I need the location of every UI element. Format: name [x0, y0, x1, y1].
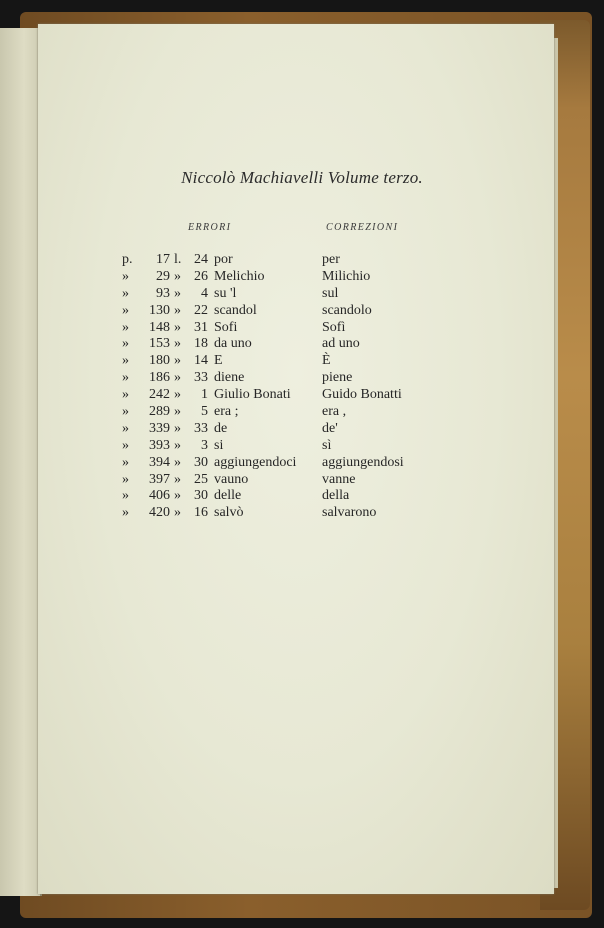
- error-text: delle: [214, 488, 242, 504]
- errata-row: [118, 286, 458, 303]
- error-text: por: [214, 252, 233, 267]
- correction-text: Milichio: [322, 268, 371, 284]
- page-number: 393: [149, 437, 170, 453]
- line-number: 24: [194, 252, 208, 267]
- errata-table: [118, 252, 458, 522]
- error-text: diene: [214, 370, 245, 386]
- errata-row: [118, 404, 458, 421]
- page-number: 339: [149, 420, 170, 436]
- correction-text: sì: [322, 437, 332, 453]
- correction-text: salvarono: [322, 505, 377, 521]
- errata-row: [118, 320, 458, 337]
- row-marker: »: [122, 387, 129, 403]
- errata-row: [118, 387, 458, 404]
- correction-text: scandolo: [322, 302, 372, 318]
- page-number: 420: [149, 505, 170, 521]
- page-number: 93: [156, 285, 170, 301]
- errata-row: [118, 488, 458, 505]
- correction-text: vanne: [322, 471, 356, 487]
- correction-text: È: [322, 353, 331, 369]
- error-text: su 'l: [214, 285, 237, 301]
- page-number: 186: [149, 370, 170, 386]
- line-number: 3: [201, 437, 208, 453]
- row-marker: »: [122, 336, 129, 352]
- line-marker: l.: [174, 252, 182, 267]
- line-number: 14: [194, 353, 208, 369]
- errata-row: [118, 455, 458, 472]
- line-marker: »: [174, 488, 181, 504]
- error-text: Melichio: [214, 268, 265, 284]
- page-number: 289: [149, 404, 170, 420]
- row-marker: »: [122, 437, 129, 453]
- line-number: 22: [194, 302, 208, 318]
- error-text: Sofi: [214, 319, 238, 335]
- line-marker: »: [174, 353, 181, 369]
- line-number: 1: [201, 387, 208, 403]
- page-number: 397: [149, 471, 170, 487]
- errata-row: [118, 421, 458, 438]
- line-marker: »: [174, 387, 181, 403]
- error-text: E: [214, 353, 223, 369]
- line-number: 31: [194, 319, 208, 335]
- line-number: 18: [194, 336, 208, 352]
- page-title: Niccolò Machiavelli Volume terzo.: [181, 168, 423, 187]
- line-number: 33: [194, 370, 208, 386]
- line-marker: »: [174, 370, 181, 386]
- row-marker: p.: [122, 252, 133, 267]
- errata-row: [118, 353, 458, 370]
- page-number: 153: [149, 336, 170, 352]
- correction-text: della: [322, 488, 350, 504]
- error-text: era ;: [214, 404, 239, 420]
- row-marker: »: [122, 471, 129, 487]
- error-text: da uno: [214, 336, 252, 352]
- errata-row: [118, 336, 458, 353]
- line-number: 30: [194, 454, 208, 470]
- error-text: aggiungendoci: [214, 454, 297, 470]
- errata-row: [118, 472, 458, 489]
- line-number: 4: [201, 285, 208, 301]
- page-number: 17: [156, 252, 170, 267]
- correction-text: piene: [322, 370, 353, 386]
- error-text: vauno: [214, 471, 249, 487]
- errata-row: [118, 269, 458, 286]
- correction-text: Guido Bonatti: [322, 387, 402, 403]
- page-number: 242: [149, 387, 170, 403]
- line-number: 5: [201, 404, 208, 420]
- row-marker: »: [122, 285, 129, 301]
- error-text: Giulio Bonati: [214, 387, 291, 403]
- line-marker: »: [174, 471, 181, 487]
- correction-text: ad uno: [322, 336, 360, 352]
- line-marker: »: [174, 404, 181, 420]
- errata-row: [118, 303, 458, 320]
- page-number: 394: [149, 454, 170, 470]
- errata-row: [118, 438, 458, 455]
- line-marker: »: [174, 336, 181, 352]
- page-number: 180: [149, 353, 170, 369]
- line-marker: »: [174, 302, 181, 318]
- line-number: 33: [194, 420, 208, 436]
- row-marker: »: [122, 319, 129, 335]
- row-marker: »: [122, 268, 129, 284]
- facing-page-edge: [0, 28, 42, 896]
- line-number: 25: [194, 471, 208, 487]
- row-marker: »: [122, 370, 129, 386]
- row-marker: »: [122, 505, 129, 521]
- errata-row: [118, 252, 458, 269]
- correction-text: Sofì: [322, 319, 346, 335]
- line-number: 30: [194, 488, 208, 504]
- header-errori: ERRORI: [188, 222, 232, 233]
- line-number: 16: [194, 505, 208, 521]
- correction-text: aggiungendosi: [322, 454, 404, 470]
- line-number: 26: [194, 268, 208, 284]
- line-marker: »: [174, 437, 181, 453]
- page-number: 148: [149, 319, 170, 335]
- line-marker: »: [174, 454, 181, 470]
- error-text: de: [214, 420, 228, 436]
- correction-text: era ,: [322, 404, 347, 420]
- row-marker: »: [122, 302, 129, 318]
- row-marker: »: [122, 404, 129, 420]
- line-marker: »: [174, 285, 181, 301]
- correction-text: sul: [322, 285, 339, 301]
- page-number: 406: [149, 488, 170, 504]
- errata-row: [118, 370, 458, 387]
- correction-text: per: [322, 252, 340, 267]
- errata-row: [118, 505, 458, 522]
- header-correzioni: CORREZIONI: [326, 222, 399, 233]
- error-text: si: [214, 437, 224, 453]
- correction-text: de': [322, 420, 338, 436]
- line-marker: »: [174, 420, 181, 436]
- page-number: 29: [156, 268, 170, 284]
- row-marker: »: [122, 353, 129, 369]
- page-number: 130: [149, 302, 170, 318]
- line-marker: »: [174, 319, 181, 335]
- row-marker: »: [122, 488, 129, 504]
- error-text: scandol: [214, 302, 257, 318]
- row-marker: »: [122, 454, 129, 470]
- row-marker: »: [122, 420, 129, 436]
- line-marker: »: [174, 268, 181, 284]
- line-marker: »: [174, 505, 181, 521]
- error-text: salvò: [214, 505, 244, 521]
